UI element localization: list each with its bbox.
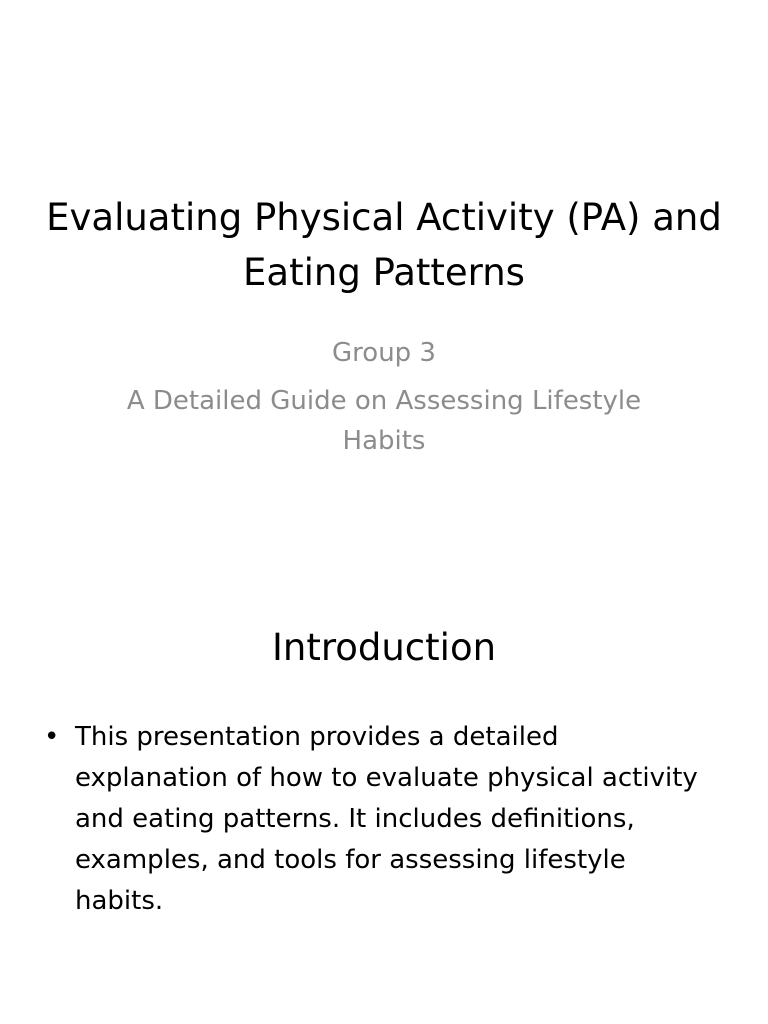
- subtitle-group: Group 3: [332, 338, 436, 368]
- slide-subtitle: [120, 333, 648, 461]
- bullet-text: This presentation provides a detailed explanation of how to evaluate physical activity and eating patterns. It includes definitions, examples, and tools for assessing lifestyle habits.: [75, 722, 698, 916]
- bullet-list: [40, 717, 710, 922]
- slide-title: Evaluating Physical Activity (PA) and Eating Patterns: [46, 196, 722, 294]
- introduction-slide: [0, 576, 768, 1024]
- bullet-icon: •: [44, 722, 60, 752]
- slide-title: Introduction: [271, 626, 497, 669]
- subtitle-description: A Detailed Guide on Assessing Lifestyle Habits: [126, 386, 642, 456]
- bullet-item: [40, 717, 710, 922]
